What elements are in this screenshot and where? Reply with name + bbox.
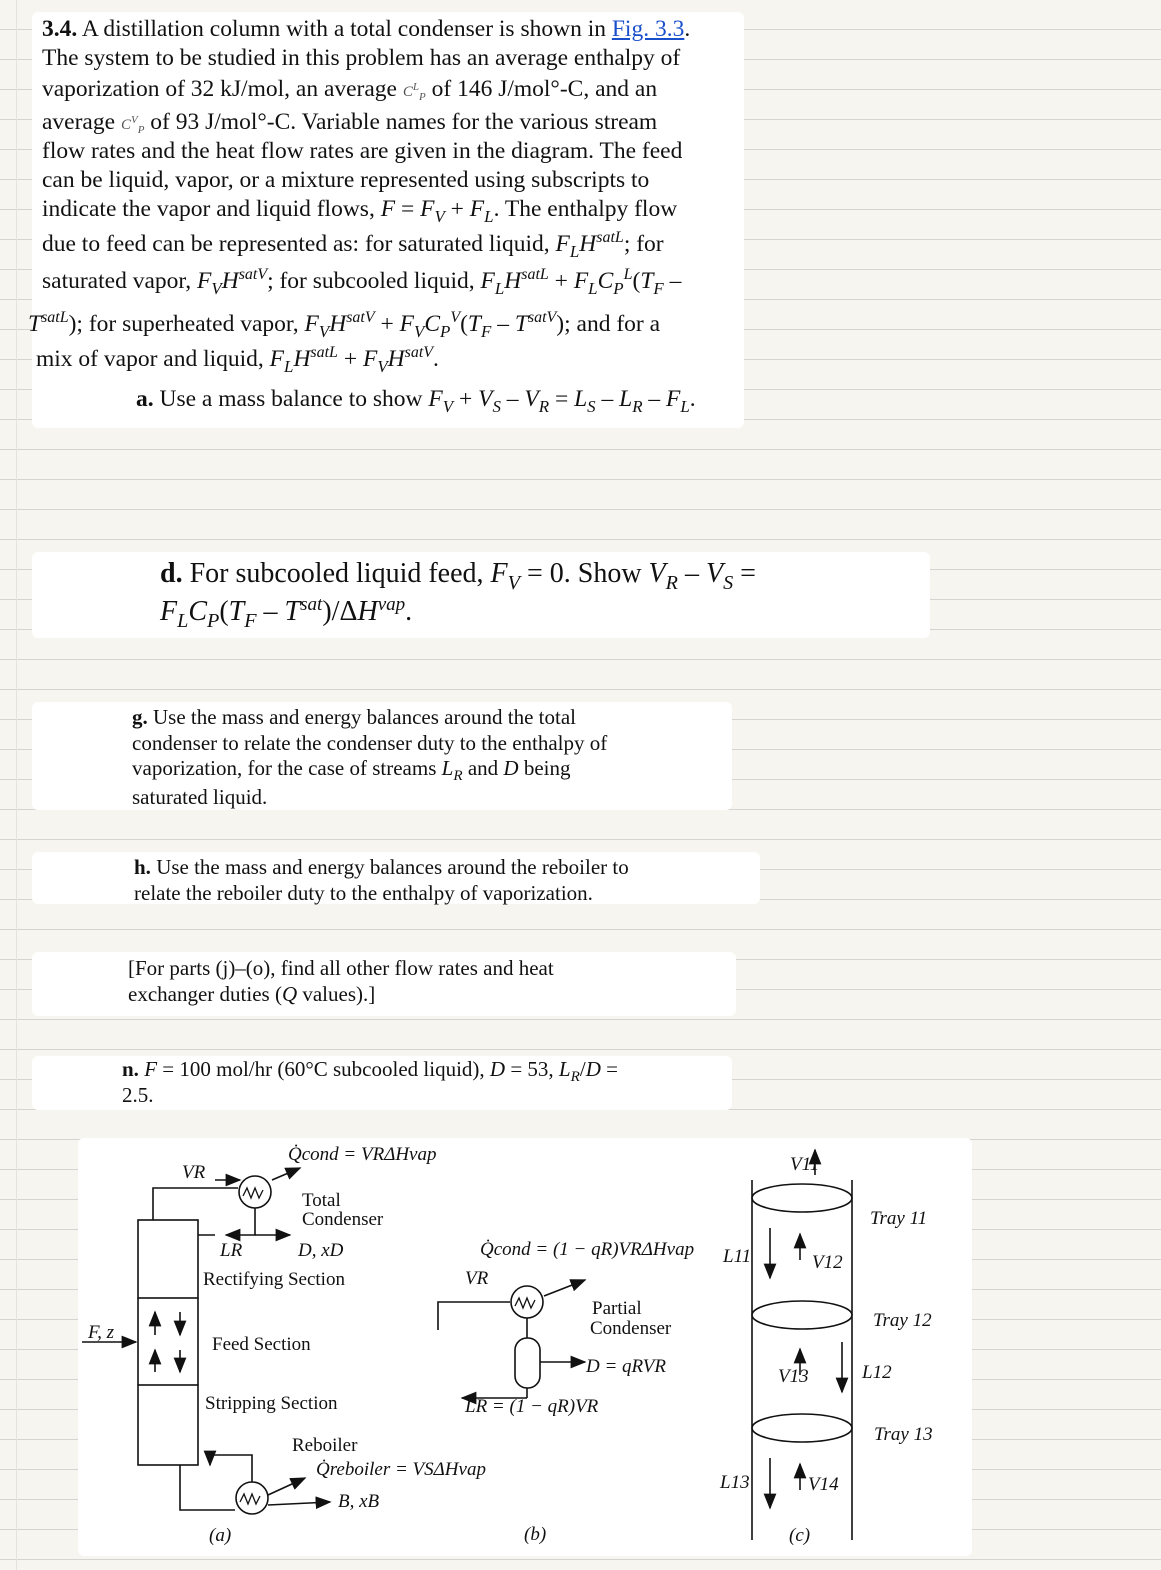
problem-line-7: indicate the vapor and liquid flows, $F = F_V + F_L$. The enthalpy flow [42,196,678,226]
text: of 93 J/mol°-C. Variable names for the various stream [150,109,658,135]
text: for superheated vapor, [88,311,299,337]
fig-link[interactable]: Fig. 3.3 [611,16,685,42]
v14-label: V14 [808,1474,839,1495]
total-condenser-label-2: Condenser [302,1209,384,1230]
text: for subcooled liquid, [279,268,475,294]
text: The enthalpy flow [504,196,678,222]
caption-a: (a) [209,1525,232,1546]
lr-label: LR [220,1240,243,1261]
tray-13 [752,1414,852,1442]
text: values).] [302,982,376,1006]
problem-line-2: The system to be studied in this problem has an average enthalpy of [42,45,681,71]
cp-vapor-symbol: $C^V_P$ [120,113,145,136]
feed-label: F, z [88,1322,115,1343]
part-d-line-1: d. For subcooled liquid feed, $F_V = 0$. Show $V_R - V_S$ = [160,558,756,595]
problem-line-8: due to feed can be represented as: for saturated liquid, $F_LH^{satL}$; for [42,229,664,261]
problem-line-11: mix of vapor and liquid, $F_LH^{satL} + F_VH^{satV}$. [36,344,439,376]
v11-label: V11 [790,1154,820,1175]
part-d-label: d. [160,558,183,589]
bracket-line-1: [For parts (j)–(o), find all other flow rates and heat [128,956,554,980]
text: of 146 J/mol°-C, and an [431,76,658,102]
text: vaporization of 32 kJ/mol, an average [42,76,397,102]
part-d-line-2: $F_LC_P(T_F - T^{sat})/\Delta H^{vap}$. [160,593,413,633]
part-d-text: For subcooled liquid feed, [189,558,484,589]
text: due to feed can be represented as: for saturated liquid, [42,231,550,257]
lr-equation: LR = (1 − qR)VR [465,1396,599,1417]
part-g-line-2: condenser to relate the condenser duty to the enthalpy of [132,731,608,755]
rectifying-box [138,1220,198,1298]
v13-label: V13 [778,1366,809,1387]
l12-label: L12 [862,1362,892,1383]
problem-line-5: flow rates and the heat flow rates are given in the diagram. The feed [42,138,683,164]
text: and for a [576,311,661,337]
part-a-text: Use a mass balance to show [159,386,423,412]
rectifying-label: Rectifying Section [203,1269,345,1290]
cp-liquid-symbol: $C^L_P$ [402,80,426,103]
v12-label: V12 [812,1252,843,1273]
problem-line-6: can be liquid, vapor, or a mixture represented using subscripts to [42,167,650,193]
vr-label-b: VR [465,1268,489,1289]
feed-section-label: Feed Section [212,1334,311,1355]
reboiler-symbol [236,1482,268,1514]
tray-11-label: Tray 11 [870,1208,928,1229]
text: vaporization, for the case of streams [132,756,437,780]
part-g-line-4: saturated liquid. [132,785,268,809]
problem-intro: A distillation column with a total condenser is shown in [81,16,606,42]
text: Use the mass and energy balances around the reboiler to [156,855,629,879]
text: saturated vapor, [42,268,192,294]
vr-label: VR [182,1162,206,1183]
problem-line-10: $T^{satL}$); for superheated vapor, $F_VH^{satV} + F_VC_P^V(T_F - T^{satV})$; and for a [28,309,661,341]
tray-11 [752,1184,852,1212]
total-condenser-label-1: Total [302,1190,341,1211]
partial-condenser-symbol [511,1286,543,1318]
part-d-show: Show [577,558,642,589]
tray-12 [752,1301,852,1329]
text: indicate the vapor and liquid flows, [42,196,375,222]
text: (60°C subcooled liquid), [277,1057,485,1081]
d-equation: D = qRVR [586,1356,667,1377]
part-a-label: a. [136,386,154,412]
reflux-drum [515,1338,540,1388]
fig-a-qcond: Q̇cond = VRΔHvap [288,1144,437,1165]
l11-label: L11 [723,1246,752,1267]
part-n-line-1: n. F = 100 mol/hr (60°C subcooled liquid), D = 53, $L_R/D$ = [122,1057,618,1086]
fig-a-qreb: Q̇reboiler = VSΔHvap [316,1459,486,1480]
text: being [523,756,571,780]
part-h-line-2: relate the reboiler duty to the enthalpy of vaporization. [134,881,593,905]
total-condenser-symbol [239,1176,271,1208]
l13-label: L13 [720,1472,750,1493]
part-n-line-2: 2.5. [122,1083,154,1107]
tray-13-label: Tray 13 [874,1424,933,1445]
vapor-line-top [153,1188,238,1220]
stripping-label: Stripping Section [205,1393,338,1414]
partial-condenser-label-2: Condenser [590,1318,672,1339]
distillate-label: D, xD [298,1240,344,1261]
part-g-label: g. [132,705,148,729]
stripping-box [138,1385,198,1465]
reboiler-label: Reboiler [292,1435,358,1456]
text: Use the mass and energy balances around the total [153,705,576,729]
part-h-label: h. [134,855,151,879]
period: . [684,16,691,42]
problem-line-9: saturated vapor, $F_VH^{satV}$; for subcooled liquid, $F_LH^{satL} + F_LC_P^L(T_F$ – [42,266,682,298]
part-g-line-3: vaporization, for the case of streams $L_R$ and D being [132,756,571,785]
fig-b-qcond: Q̇cond = (1 − qR)VRΔHvap [480,1239,695,1260]
part-a: a. Use a mass balance to show $F_V + V_S - V_R = L_S - L_R - F_L$. [136,386,696,416]
text: exchanger duties ( [128,982,282,1006]
tray-12-label: Tray 12 [873,1310,932,1331]
partial-condenser-label-1: Partial [592,1298,642,1319]
part-n-label: n. [122,1057,139,1081]
problem-number: 3.4. [42,16,78,42]
caption-b: (b) [524,1524,547,1545]
bracket-line-2: exchanger duties (Q values).] [128,982,376,1006]
text: mix of vapor and liquid, [36,346,264,372]
text: average [42,109,116,135]
caption-c: (c) [789,1525,811,1546]
bottoms-label: B, xB [338,1491,380,1512]
